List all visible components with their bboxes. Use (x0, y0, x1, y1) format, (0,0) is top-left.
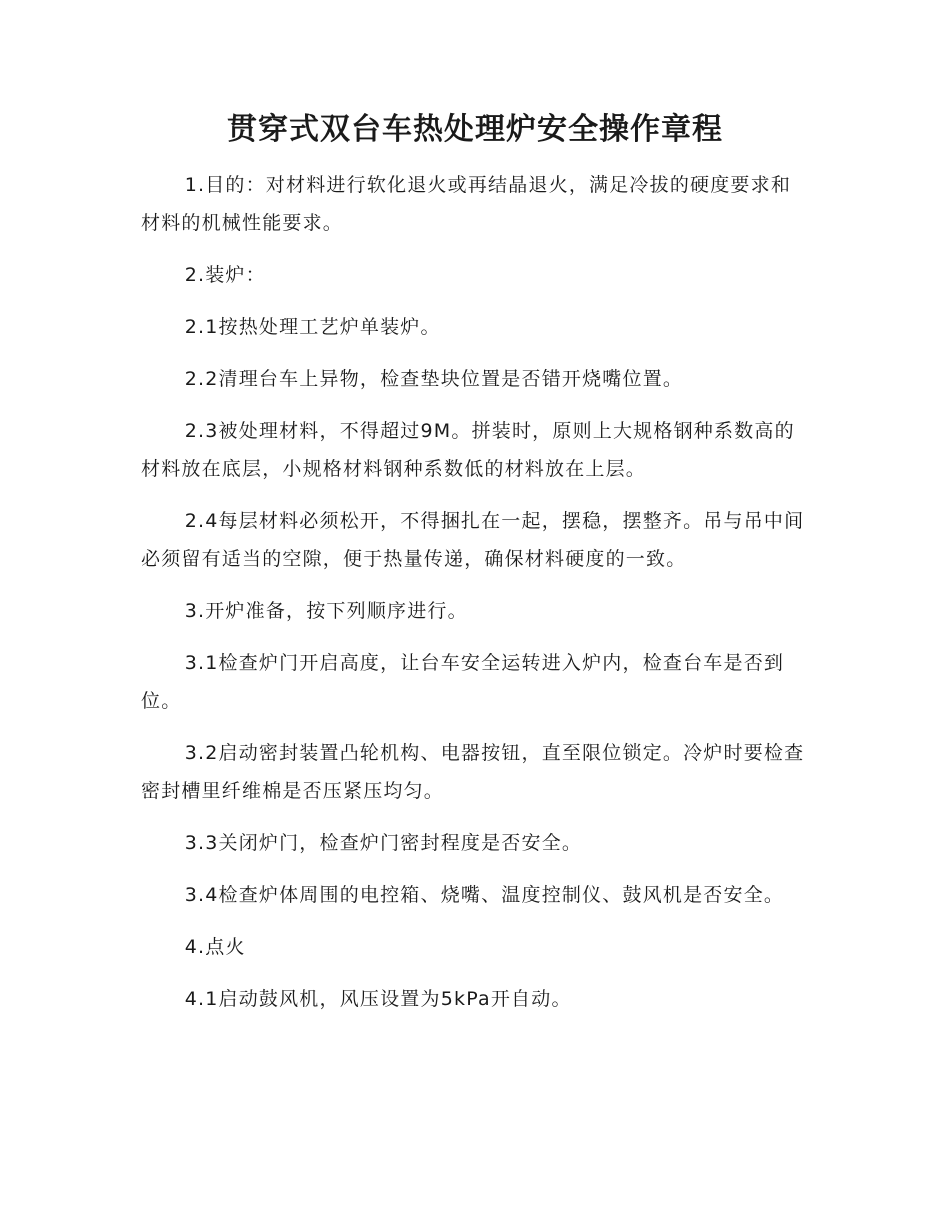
paragraph-ignition-heading: 4.点火 (184, 936, 246, 958)
paragraph-purpose: 1.目的：对材料进行软化退火或再结晶退火，满足冷拔的硬度要求和材料的机械性能要求。 (141, 174, 792, 234)
document-title: 贯穿式双台车热处理炉安全操作章程 (227, 112, 723, 147)
paragraph-3-4: 3.4检查炉体周围的电控箱、烧嘴、温度控制仪、鼓风机是否安全。 (184, 884, 785, 906)
paragraph-4-1: 4.1启动鼓风机，风压设置为5kPa开自动。 (184, 988, 572, 1010)
paragraph-preparation-heading: 3.开炉准备，按下列顺序进行。 (184, 600, 468, 622)
paragraph-3-2: 3.2启动密封装置凸轮机构、电器按钮，直至限位锁定。冷炉时要检查密封槽里纤维棉是否压紧压均匀。 (141, 742, 805, 802)
paragraph-2-1: 2.1按热处理工艺炉单装炉。 (184, 316, 441, 338)
document-body (141, 166, 811, 1032)
paragraph-2-4: 2.4每层材料必须松开，不得捆扎在一起，摆稳，摆整齐。吊与吊中间必须留有适当的空隙，便于热量传递，确保材料硬度的一致。 (141, 510, 805, 570)
paragraph-loading-heading: 2.装炉： (184, 264, 266, 286)
paragraph-2-3: 2.3被处理材料，不得超过9M。拼装时，原则上大规格钢种系数高的材料放在底层，小规格材料钢种系数低的材料放在上层。 (141, 420, 795, 480)
paragraph-3-3: 3.3关闭炉门，检查炉门密封程度是否安全。 (184, 832, 583, 854)
paragraph-2-2: 2.2清理台车上异物，检查垫块位置是否错开烧嘴位置。 (184, 368, 684, 390)
paragraph-3-1: 3.1检查炉门开启高度，让台车安全运转进入炉内，检查台车是否到位。 (141, 652, 785, 712)
